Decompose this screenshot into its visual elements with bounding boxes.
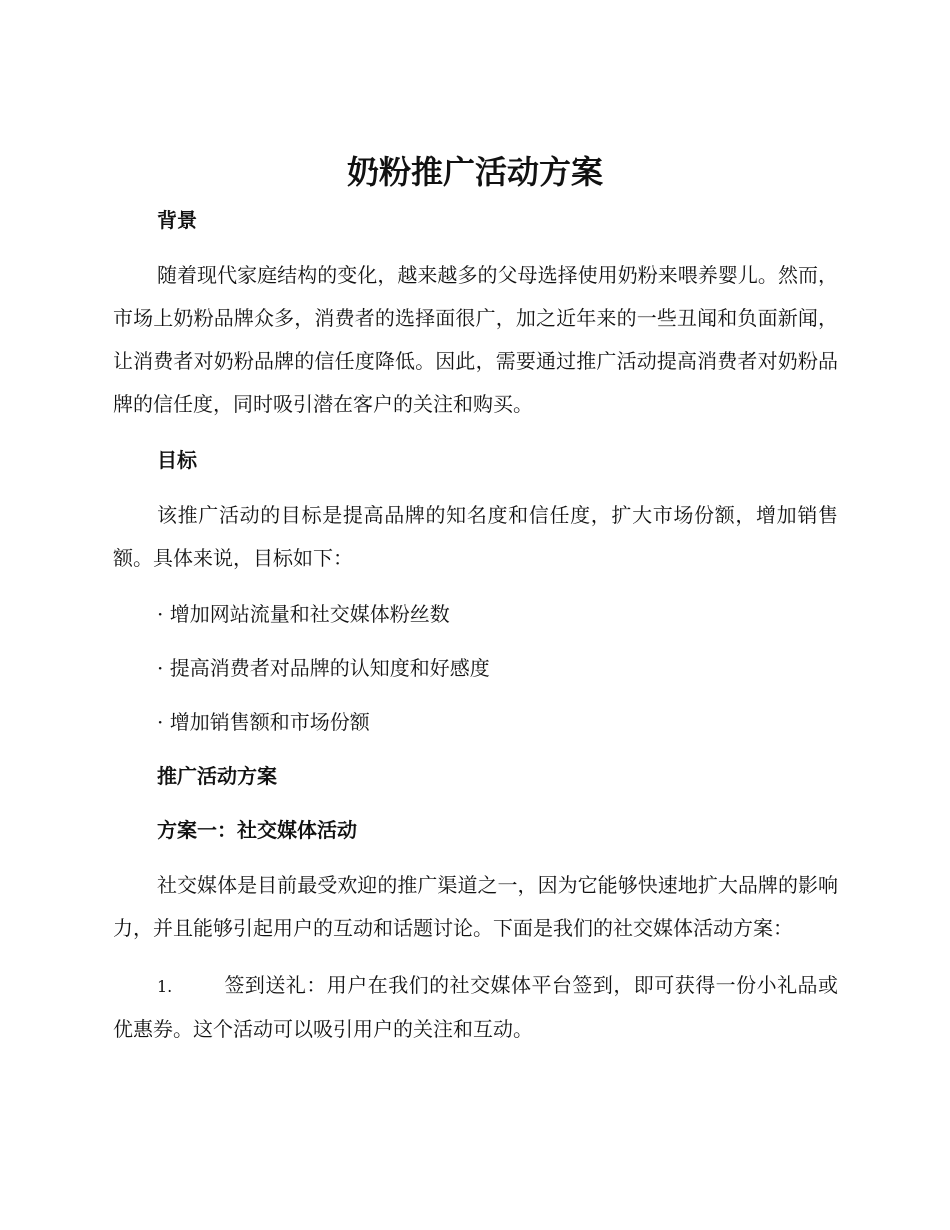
list-number: 1.	[157, 977, 173, 996]
paragraph-background: 随着现代家庭结构的变化，越来越多的父母选择使用奶粉来喂养婴儿。然而，市场上奶粉品牌众多，消费者的选择面很广，加之近年来的一些丑闻和负面新闻，让消费者对奶粉品牌的信任度降低。因此，需要通过推广活动提高消费者对奶粉品牌的信任度，同时吸引潜在客户的关注和购买。	[113, 263, 838, 416]
paragraph-goal: 该推广活动的目标是提高品牌的知名度和信任度，扩大市场份额，增加销售额。具体来说，目标如下：	[113, 503, 838, 570]
numbered-list-item	[113, 964, 838, 1051]
document-body	[113, 200, 838, 1051]
goal-list-item: · 增加销售额和市场份额	[157, 710, 370, 734]
list-item-text: 签到送礼：用户在我们的社交媒体平台签到，即可获得一份小礼品或优惠券。这个活动可以吸引用户的关注和互动。	[113, 973, 838, 1041]
subsection-heading-plan-one: 方案一：社交媒体活动	[157, 818, 357, 842]
section-heading-background: 背景	[157, 208, 197, 232]
paragraph-plan-one: 社交媒体是目前最受欢迎的推广渠道之一，因为它能够快速地扩大品牌的影响力，并且能够引起用户的互动和话题讨论。下面是我们的社交媒体活动方案：	[113, 873, 838, 940]
goal-list-item: · 提高消费者对品牌的认知度和好感度	[157, 656, 490, 680]
section-heading-goal: 目标	[157, 448, 197, 472]
section-heading-plan: 推广活动方案	[157, 764, 277, 788]
goal-list-item: · 增加网站流量和社交媒体粉丝数	[157, 602, 450, 626]
document-title: 奶粉推广活动方案	[346, 153, 603, 191]
